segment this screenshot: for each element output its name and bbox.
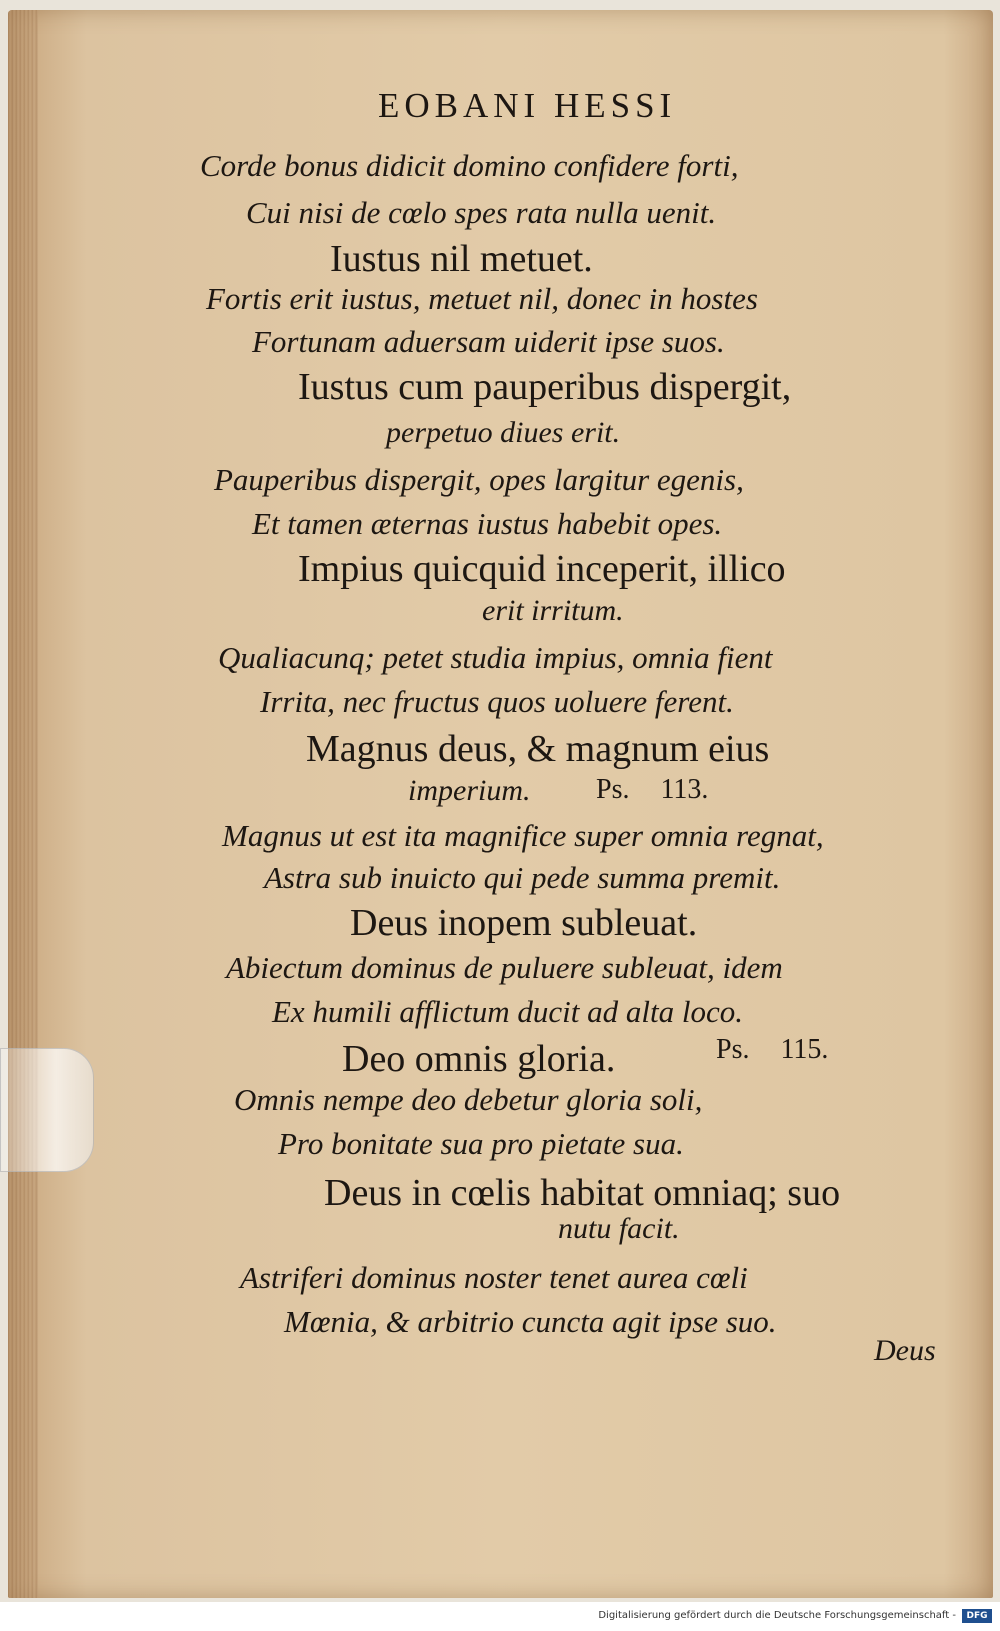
page-edge — [8, 10, 38, 1598]
verse-line: Astriferi dominus noster tenet aurea cœli — [240, 1260, 748, 1295]
verse-line: Pauperibus dispergit, opes largitur egenis, — [214, 462, 744, 497]
maxim-heading-cont: perpetuo diues erit. — [386, 416, 621, 449]
running-title: EOBANI HESSI — [378, 86, 677, 125]
verse-line: Irrita, nec fructus quos uoluere ferent. — [260, 684, 734, 719]
psalm-reference: Ps. 113. — [596, 774, 709, 805]
maxim-heading: Impius quicquid inceperit, illico — [298, 548, 786, 590]
verse-line: Abiectum dominus de puluere subleuat, idem — [226, 950, 783, 985]
maxim-heading: Deus inopem subleuat. — [350, 902, 698, 944]
maxim-heading-cont: nutu facit. — [558, 1212, 680, 1245]
maxim-heading: Magnus deus, & magnum eius — [306, 728, 770, 770]
maxim-heading-cont: imperium. — [408, 774, 531, 807]
verse-line: Magnus ut est ita magnifice super omnia regnat, — [222, 818, 824, 853]
verse-line: Fortis erit iustus, metuet nil, donec in hostes — [206, 281, 758, 316]
verse-line: Pro bonitate sua pro pietate sua. — [278, 1126, 684, 1161]
verse-line: Et tamen æternas iustus habebit opes. — [252, 506, 723, 541]
footer-bar — [0, 1602, 1000, 1631]
maxim-heading-cont: erit irritum. — [482, 594, 624, 627]
verse-line: Qualiacunq; petet studia impius, omnia fient — [218, 640, 773, 675]
verse-line: Mœnia, & arbitrio cuncta agit ipse suo. — [284, 1304, 777, 1339]
verse-line: Corde bonus didicit domino confidere forti, — [200, 148, 739, 183]
verse-line: Astra sub inuicto qui pede summa premit. — [264, 860, 781, 895]
verse-line: Ex humili afflictum ducit ad alta loco. — [272, 994, 743, 1029]
maxim-heading: Deo omnis gloria. — [342, 1038, 616, 1080]
psalm-reference: Ps. 115. — [716, 1034, 829, 1065]
maxim-heading: Deus in cœlis habitat omniaq; suo — [324, 1172, 841, 1214]
catchword: Deus — [874, 1334, 936, 1367]
verse-line: Cui nisi de cœlo spes rata nulla uenit. — [246, 195, 717, 230]
footer-text: Digitalisierung gefördert durch die Deutsche Forschungsgemeinschaft - — [598, 1610, 956, 1621]
dfg-logo-icon: DFG — [962, 1609, 992, 1623]
page-clip — [0, 1048, 94, 1172]
verse-line: Fortunam aduersam uiderit ipse suos. — [252, 324, 725, 359]
verse-line: Omnis nempe deo debetur gloria soli, — [234, 1082, 703, 1117]
maxim-heading: Iustus cum pauperibus dispergit, — [298, 366, 792, 408]
maxim-heading: Iustus nil metuet. — [330, 238, 593, 280]
